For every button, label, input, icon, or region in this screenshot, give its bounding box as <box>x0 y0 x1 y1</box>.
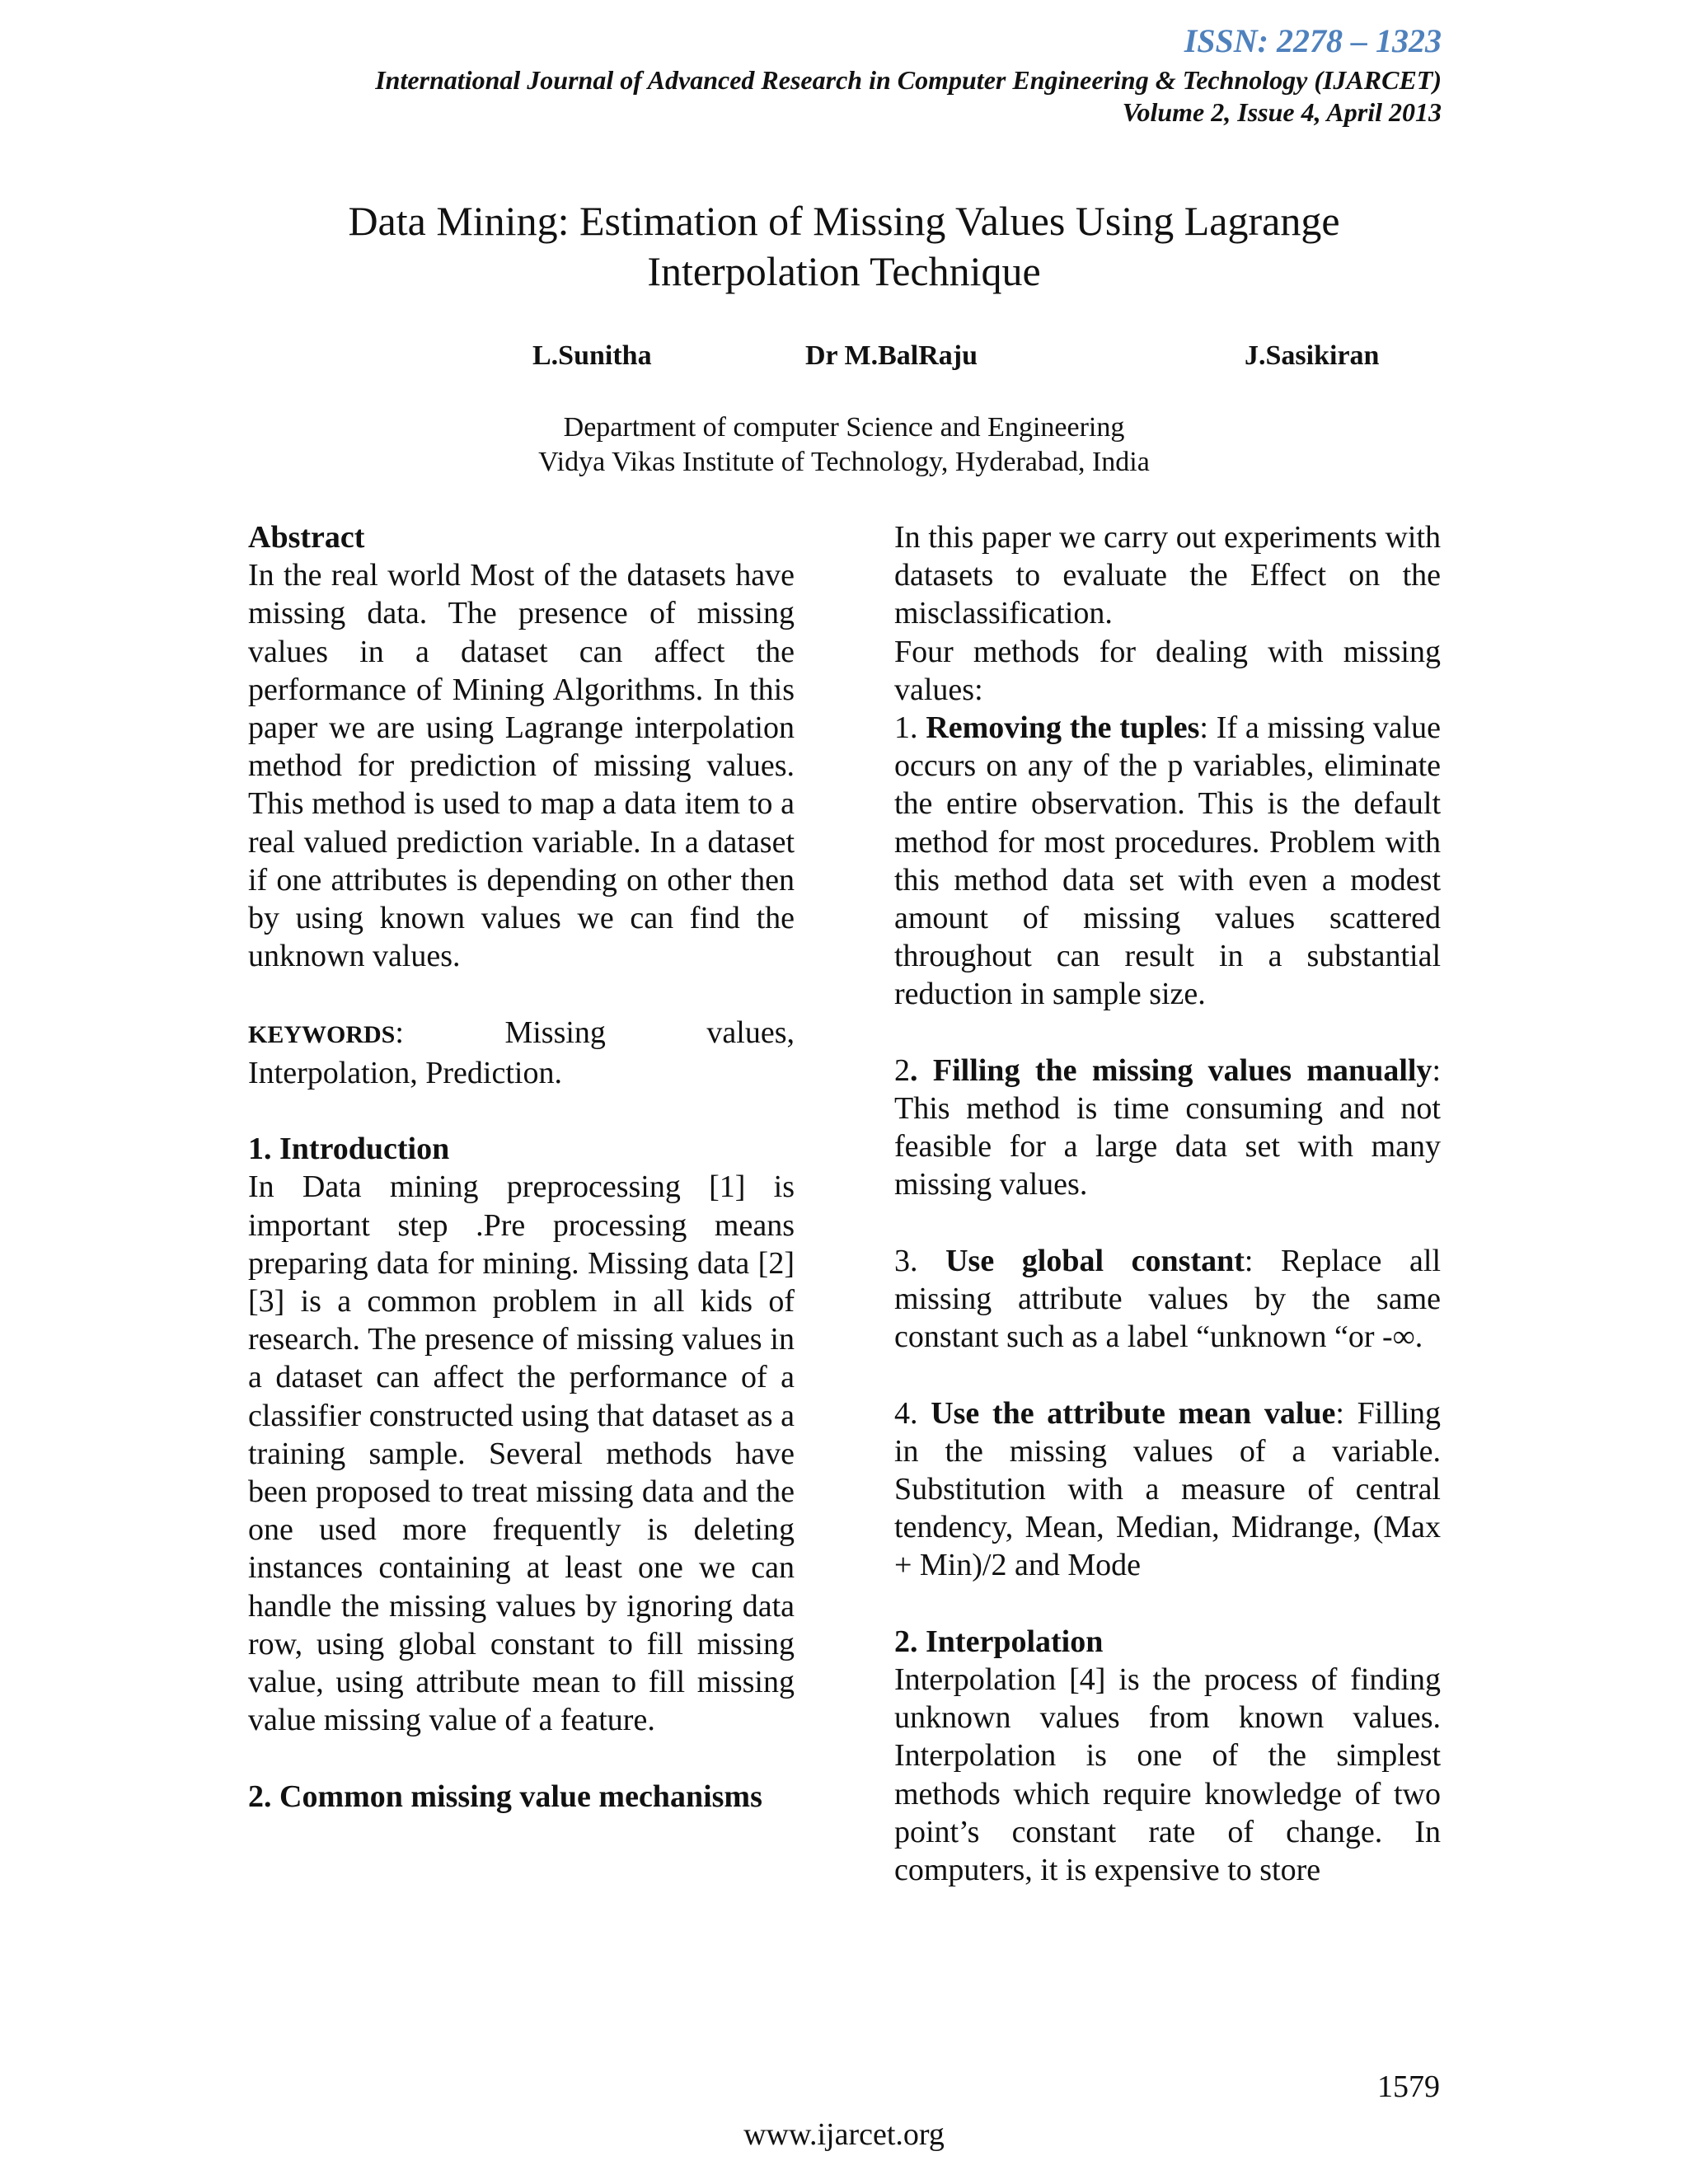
method-4-text: : Filling in the missing values of a variable. Substitution with a measure of central tendency, Mean, Median, Midrange, (Max + Min)/2 and Mode <box>894 1395 1442 1583</box>
author-2: Dr M.BalRaju <box>805 340 978 371</box>
affiliation-institute: Vidya Vikas Institute of Technology, Hyderabad, India <box>538 447 1150 477</box>
paper-title <box>0 196 1688 297</box>
method-1-number: 1. <box>894 710 918 746</box>
method-3-title: Use global constant <box>945 1243 1245 1278</box>
method-1 <box>894 709 1441 1014</box>
keywords-colon: : <box>395 1015 404 1050</box>
author-3: J.Sasikiran <box>1245 340 1380 371</box>
method-1-title: Removing the tuples <box>926 710 1200 746</box>
method-4-title: Use the attribute mean value <box>931 1395 1336 1431</box>
method-2 <box>894 1052 1441 1204</box>
keywords-line <box>248 1014 795 1054</box>
abstract-text: In the real world Most of the datasets have missing data. The presence of missing values in a dataset can affect the performance of Mining Algorithms. In this paper we are using Lagrange interpolation method for prediction of missing values. This method is used to map a data item to a real valued prediction variable. In a dataset if one attributes is depending on other then by using known values we can find the unknown values. <box>248 558 795 974</box>
mechanisms-heading: 2. Common missing value mechanisms <box>248 1779 762 1814</box>
methods-intro: Four methods for dealing with missing values: <box>894 634 1441 707</box>
left-column <box>248 518 795 1816</box>
method-4 <box>894 1394 1441 1585</box>
right-column <box>894 518 1441 1889</box>
keywords-first: Missing values, <box>504 1015 795 1050</box>
journal-volume: Volume 2, Issue 4, April 2013 <box>1122 97 1442 127</box>
paper-title-line-1: Data Mining: Estimation of Missing Values Using Lagrange <box>348 198 1340 244</box>
affiliation-department: Department of computer Science and Engineering <box>563 412 1125 443</box>
method-2-number: 2 <box>894 1052 910 1088</box>
footer-url: www.ijarcet.org <box>743 2117 945 2152</box>
introduction-text: In Data mining preprocessing [1] is important step .Pre processing means preparing data for mining. Missing data [2][3] is a common problem in all kids of research. The presence of missing values in a dataset can affect the performance of a classifier constructed using that dataset as a training sample. Several methods have been proposed to treat missing data and the one used more frequently is deleting instances containing at least one we can handle the missing values by ignoring data row, using global constant to fill missing value, using attribute mean to fill missing value missing value of a feature. <box>248 1169 795 1738</box>
keywords-rest: Interpolation, Prediction. <box>248 1055 562 1090</box>
right-intro-text: In this paper we carry out experiments with datasets to evaluate the Effect on the misclassification. <box>894 520 1441 631</box>
method-3-number: 3. <box>894 1243 918 1278</box>
method-1-text: : If a missing value occurs on any of the p variables, eliminate the entire observation. This is the default method for most procedures. Problem with this method data set with even a modest amount of missing values scattered throughout can result in a substantial reduction in sample size. <box>894 710 1441 1012</box>
author-1: L.Sunitha <box>532 340 652 371</box>
paper-title-line-2: Interpolation Technique <box>647 248 1041 294</box>
abstract-heading: Abstract <box>248 520 365 555</box>
method-3 <box>894 1242 1441 1357</box>
method-2-title: . Filling the missing values manually <box>910 1052 1432 1088</box>
interpolation-heading: 2. Interpolation <box>894 1624 1104 1659</box>
introduction-heading: 1. Introduction <box>248 1132 450 1167</box>
page-number: 1579 <box>1377 2069 1440 2104</box>
interpolation-text: Interpolation [4] is the process of finding unknown values from known values. Interpolation is one of the simplest methods which require knowledge of two point’s constant rate of change. In computers, it is expensive to store <box>894 1662 1441 1888</box>
method-4-number: 4. <box>894 1395 918 1431</box>
journal-name: International Journal of Advanced Research in Computer Engineering & Technology (IJARCET) <box>375 65 1442 95</box>
keywords-label: KEYWORDS <box>248 1020 396 1048</box>
method-2-text: : This method is time consuming and not feasible for a large data set with many missing values. <box>894 1052 1441 1202</box>
method-3-text: : Replace all missing attribute values by the same constant such as a label “unknown “or -∞. <box>894 1243 1441 1355</box>
issn: ISSN: 2278 – 1323 <box>1184 22 1442 59</box>
